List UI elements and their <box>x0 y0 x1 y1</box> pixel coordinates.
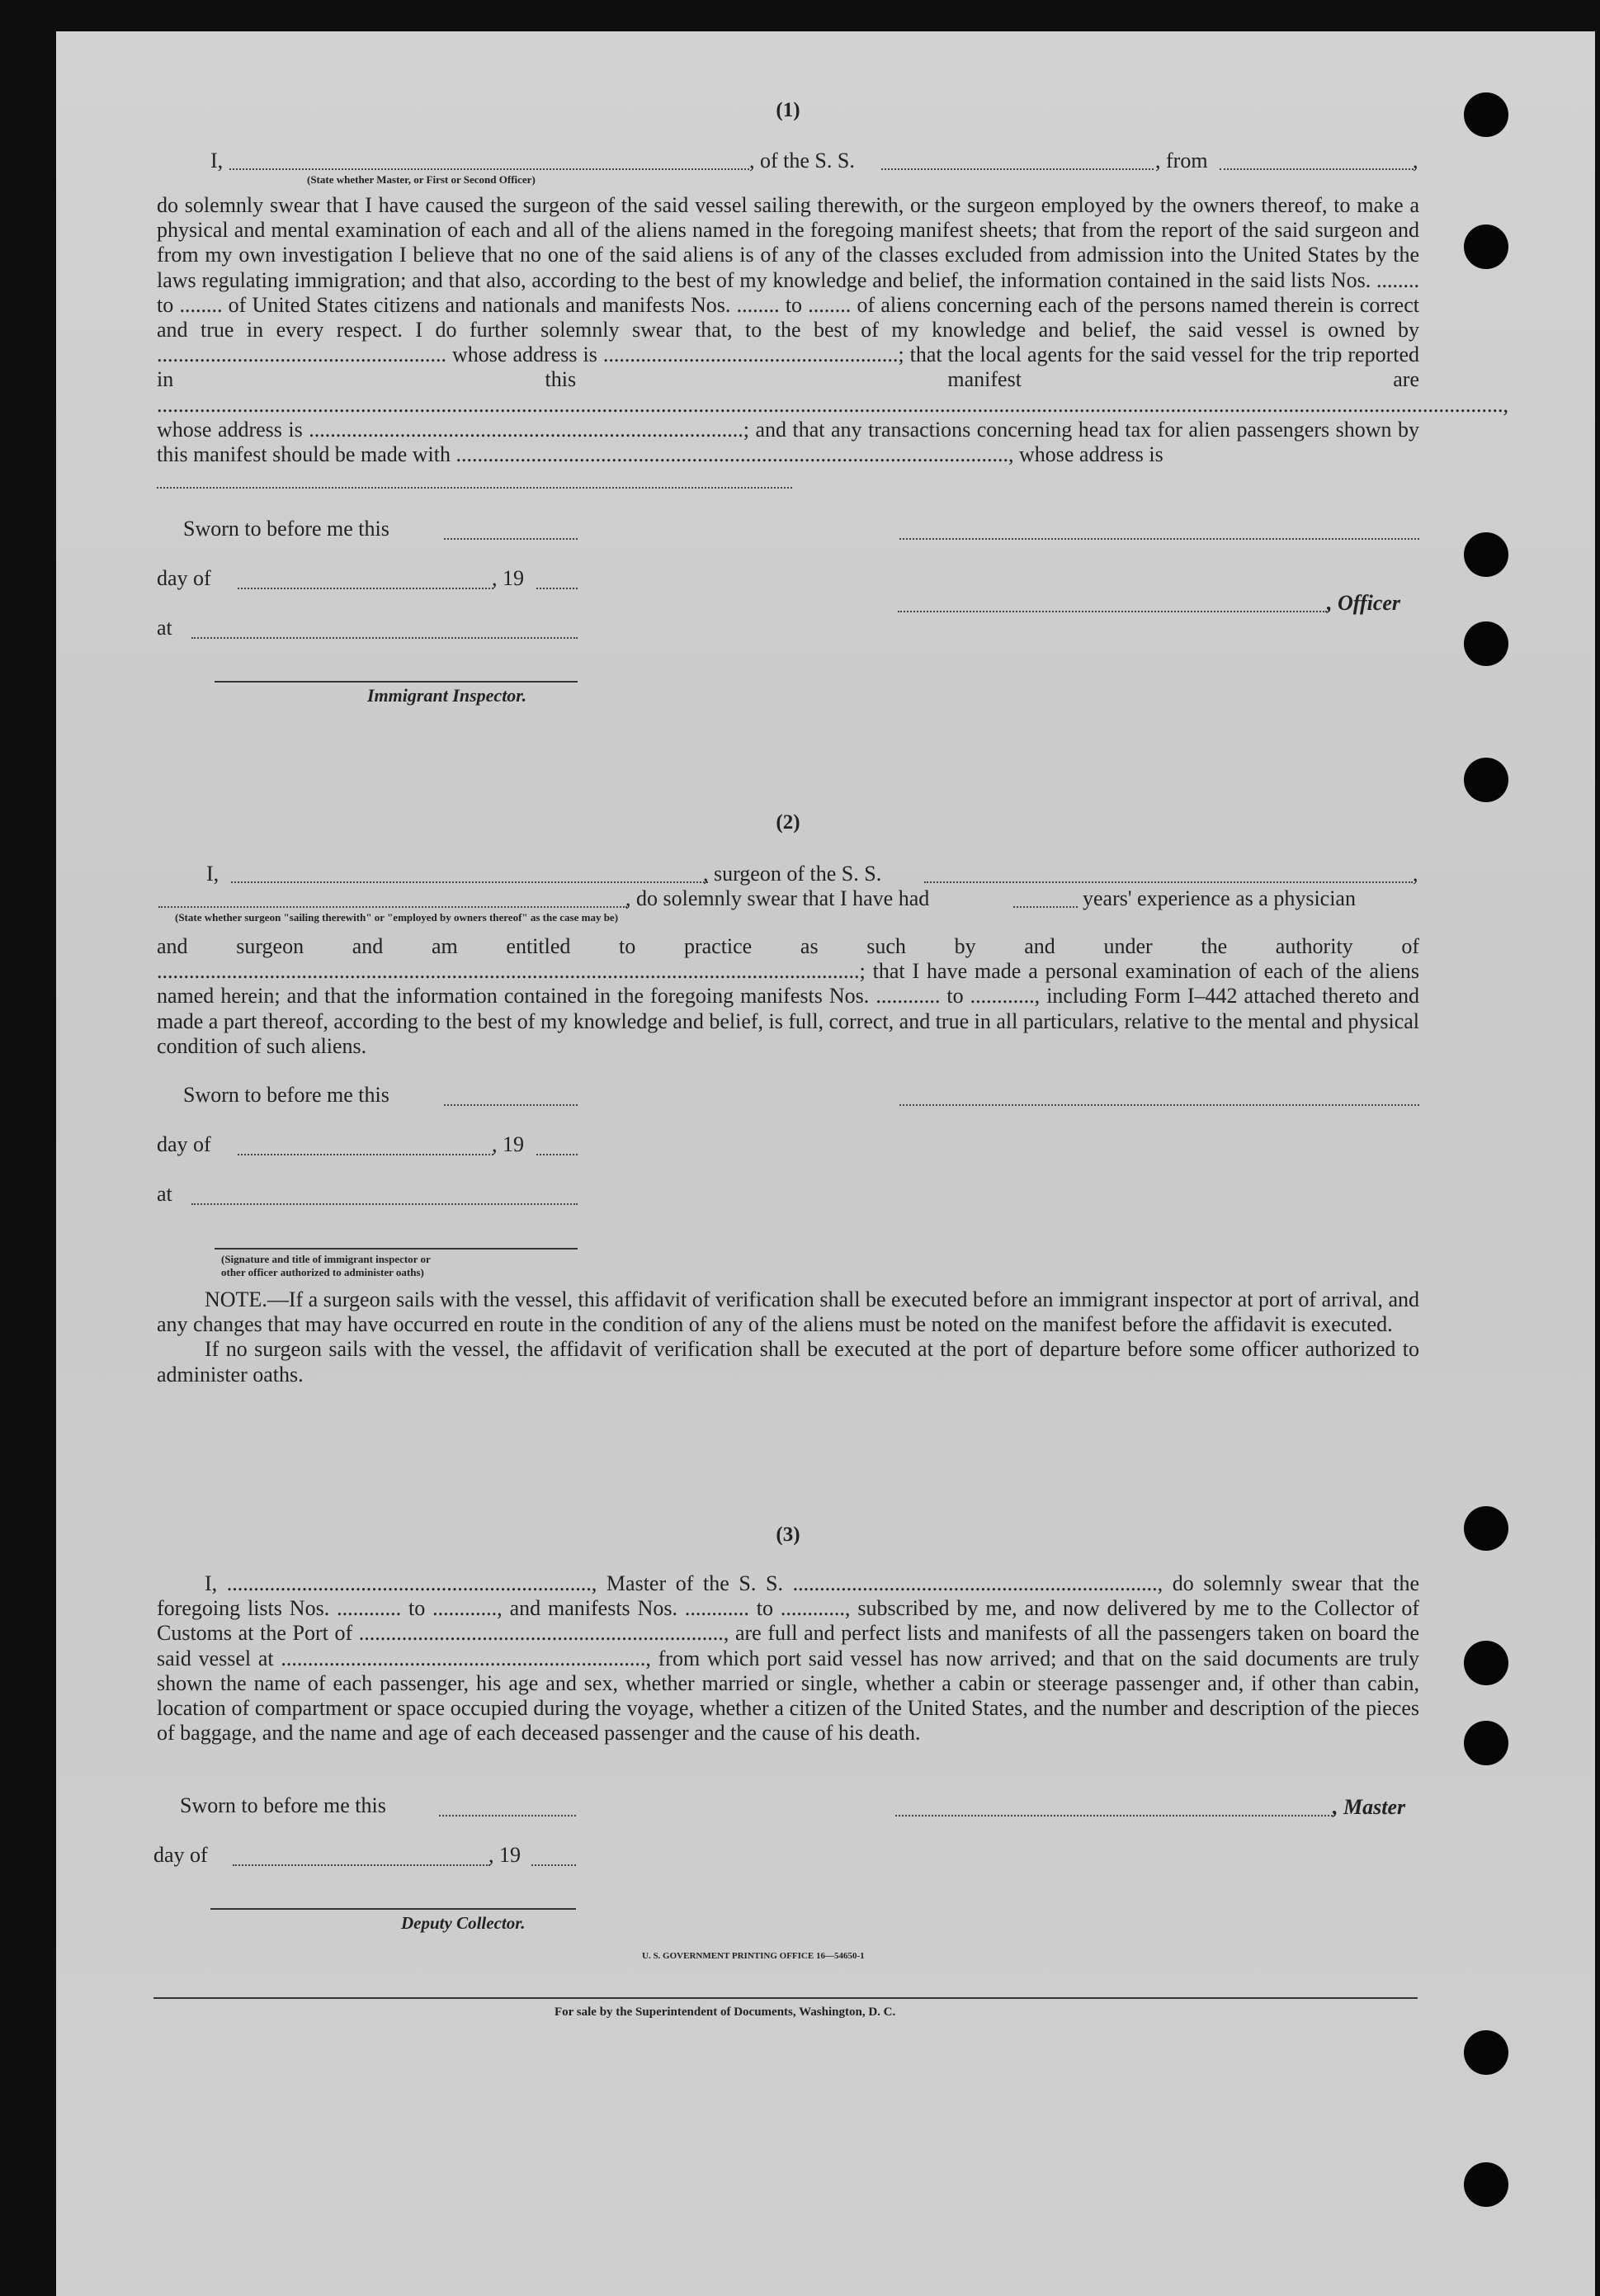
s2-sig-hint-2: other officer authorized to administer oaths) <box>221 1266 424 1278</box>
s2-sworn: Sworn to before me this <box>183 1083 389 1107</box>
sale-notice: For sale by the Superintendent of Documents, Washington, D. C. <box>555 2005 896 2019</box>
s1-at-field[interactable] <box>191 637 578 639</box>
punch-hole <box>1464 621 1508 666</box>
s2-note-block <box>157 1287 1419 1387</box>
s1-signature-field[interactable] <box>899 538 1419 540</box>
s1-year-field[interactable] <box>536 588 578 589</box>
punch-hole <box>1464 224 1508 269</box>
s2-official-line[interactable] <box>215 1248 578 1250</box>
s2-surgeon-label: , surgeon of the S. S. <box>703 862 882 886</box>
s3-collector-label: Deputy Collector. <box>401 1913 526 1933</box>
footer-rule <box>153 1997 1418 1999</box>
s3-body-block <box>157 1571 1419 1746</box>
s2-body-block <box>157 934 1419 1059</box>
s2-note-1: NOTE.—If a surgeon sails with the vessel, this affidavit of verification shall be executed before an immigrant inspector at port of arrival, and any changes that may have occurred en route in the condition of any of the aliens must be noted on the manifest before the affidavit is executed. <box>157 1287 1419 1337</box>
s3-collector-line[interactable] <box>210 1908 576 1910</box>
s1-officer-field[interactable] <box>898 611 1327 612</box>
s2-day-of: day of <box>157 1132 211 1156</box>
gpo-imprint: U. S. GOVERNMENT PRINTING OFFICE 16—54650-1 <box>642 1951 865 1961</box>
s3-master-label: , Master <box>1333 1795 1406 1819</box>
punch-hole <box>1464 2030 1508 2075</box>
punch-hole <box>1464 1721 1508 1765</box>
s1-address-line: whose address is .................................................................................; and that any transactions concerning head tax for alien passengers shown by this manifest should be made with ......................................................................................................., whose address is <box>157 417 1419 467</box>
s2-name-field[interactable] <box>231 881 708 883</box>
s2-note-2: If no surgeon sails with the vessel, the affidavit of verification shall be executed at the port of departure before some officer authorized to administer oaths. <box>157 1337 1419 1387</box>
s3-day-of: day of <box>153 1843 208 1867</box>
s2-hint: (State whether surgeon "sailing therewith" or "employed by owners thereof" as the case may be) <box>175 911 619 924</box>
s2-i: I, <box>206 862 219 886</box>
punch-hole <box>1464 532 1508 577</box>
s2-line1-end: , <box>1413 862 1418 886</box>
s2-body: and surgeon and am entitled to practice as such by and under the authority of ...................................................................................................................................; that I have made a personal examination of each of the aliens named herein; and that the information contained in the foregoing manifests Nos. ............ to ............, including Form I–442 attached thereto and made a part thereof, according to the best of my knowledge and belief, is full, correct, and true in all particulars, relative to the mental and physical condition of such aliens. <box>157 934 1419 1058</box>
s3-sworn-field[interactable] <box>439 1815 576 1816</box>
s3-year-field[interactable] <box>531 1864 576 1866</box>
s2-sworn-field[interactable] <box>444 1104 578 1106</box>
s2-year: , 19 <box>492 1132 524 1156</box>
s3-year: , 19 <box>488 1843 521 1867</box>
section-number-3: (3) <box>776 1524 800 1546</box>
s2-status-field[interactable] <box>158 906 627 908</box>
s1-name-field[interactable] <box>229 168 749 170</box>
s2-at-field[interactable] <box>191 1203 578 1205</box>
section-number-2: (2) <box>776 811 800 834</box>
s1-sworn-field[interactable] <box>444 538 578 540</box>
s1-hint: (State whether Master, or First or Second Officer) <box>307 173 536 186</box>
s1-from-field[interactable] <box>1220 168 1414 170</box>
s1-body-block <box>157 193 1508 467</box>
s1-at: at <box>157 616 172 640</box>
s1-address-field[interactable] <box>157 487 792 489</box>
s2-year-field[interactable] <box>536 1154 578 1155</box>
s1-day-of: day of <box>157 566 211 590</box>
s2-years-label: years' experience as a physician <box>1083 886 1356 910</box>
s1-line1-end: , <box>1413 149 1418 172</box>
s1-day-field[interactable] <box>238 588 493 589</box>
s1-i: I, <box>210 149 224 172</box>
s3-master-field[interactable] <box>895 1815 1333 1816</box>
s3-sworn: Sworn to before me this <box>180 1793 386 1817</box>
s1-vessel-field[interactable] <box>881 168 1154 170</box>
s2-signature-field[interactable] <box>899 1104 1419 1106</box>
s2-sig-hint-1: (Signature and title of immigrant inspector or <box>221 1253 431 1265</box>
punch-hole <box>1464 1641 1508 1685</box>
punch-hole <box>1464 2162 1508 2207</box>
s3-body: I, ...................................................................., Master of the S. S. ...................................................................., do solemnly swear that the foregoing lists Nos. ............ to ............, and manifests Nos. ............ to ............, subscribed by me, and now delivered by me to the Collector of Customs at the Port of ...................................................................., are full and perfect lists and manifests of all the passengers taken on board the said vessel at ...................................................................., from which port said vessel has now arrived; and that on the said documents are truly shown the name of each passenger, his age and sex, whether married or single, whether a cabin or steerage passenger and, if other than cabin, location of compartment or space occupied during the voyage, whether a citizen of the United States, and the number and description of the pieces of baggage, and the name and age of each deceased passenger and the cause of his death. <box>157 1571 1419 1746</box>
punch-hole <box>1464 758 1508 802</box>
s3-day-field[interactable] <box>233 1864 490 1866</box>
s2-years-field[interactable] <box>1013 906 1078 908</box>
s1-year: , 19 <box>492 566 524 590</box>
s2-vessel-field[interactable] <box>924 881 1413 883</box>
s2-at: at <box>157 1182 172 1206</box>
section-number-1: (1) <box>776 99 800 121</box>
s2-day-field[interactable] <box>238 1154 493 1155</box>
s1-sworn: Sworn to before me this <box>183 517 389 541</box>
punch-hole <box>1464 1506 1508 1551</box>
s2-swear-label: , do solemnly swear that I have had <box>625 886 930 910</box>
s1-officer-label: , Officer <box>1327 591 1401 615</box>
s1-ss-label: , of the S. S. <box>749 149 855 172</box>
s1-body: do solemnly swear that I have caused the surgeon of the said vessel sailing therewith, or the surgeon employed by the owners thereof, to make a physical and mental examination of each and all of the aliens named in the foregoing manifest sheets; that from the report of the said surgeon and from my own investigation I believe that no one of the said aliens is of any of the classes excluded from admission into the United States by the laws regulating immigration; and that also, according to the best of my knowledge and belief, the information contained in the said lists Nos. ........ to ........ of United States citizens and nationals and manifests Nos. ........ to ........ of aliens concerning each of the persons named therein is correct and true in every respect. I do further solemnly swear that, to the best of my knowledge and belief, the said vessel is owned by ...................................................... whose address is .......................................................; that the local agents for the said vessel for the trip reported in this manifest are ..........................................................................................................................................................................................................................................................., <box>157 193 1508 417</box>
s1-inspector-label: Immigrant Inspector. <box>367 685 527 706</box>
s1-from-label: , from <box>1155 149 1208 172</box>
s1-inspector-line[interactable] <box>215 681 578 683</box>
punch-hole <box>1464 92 1508 137</box>
